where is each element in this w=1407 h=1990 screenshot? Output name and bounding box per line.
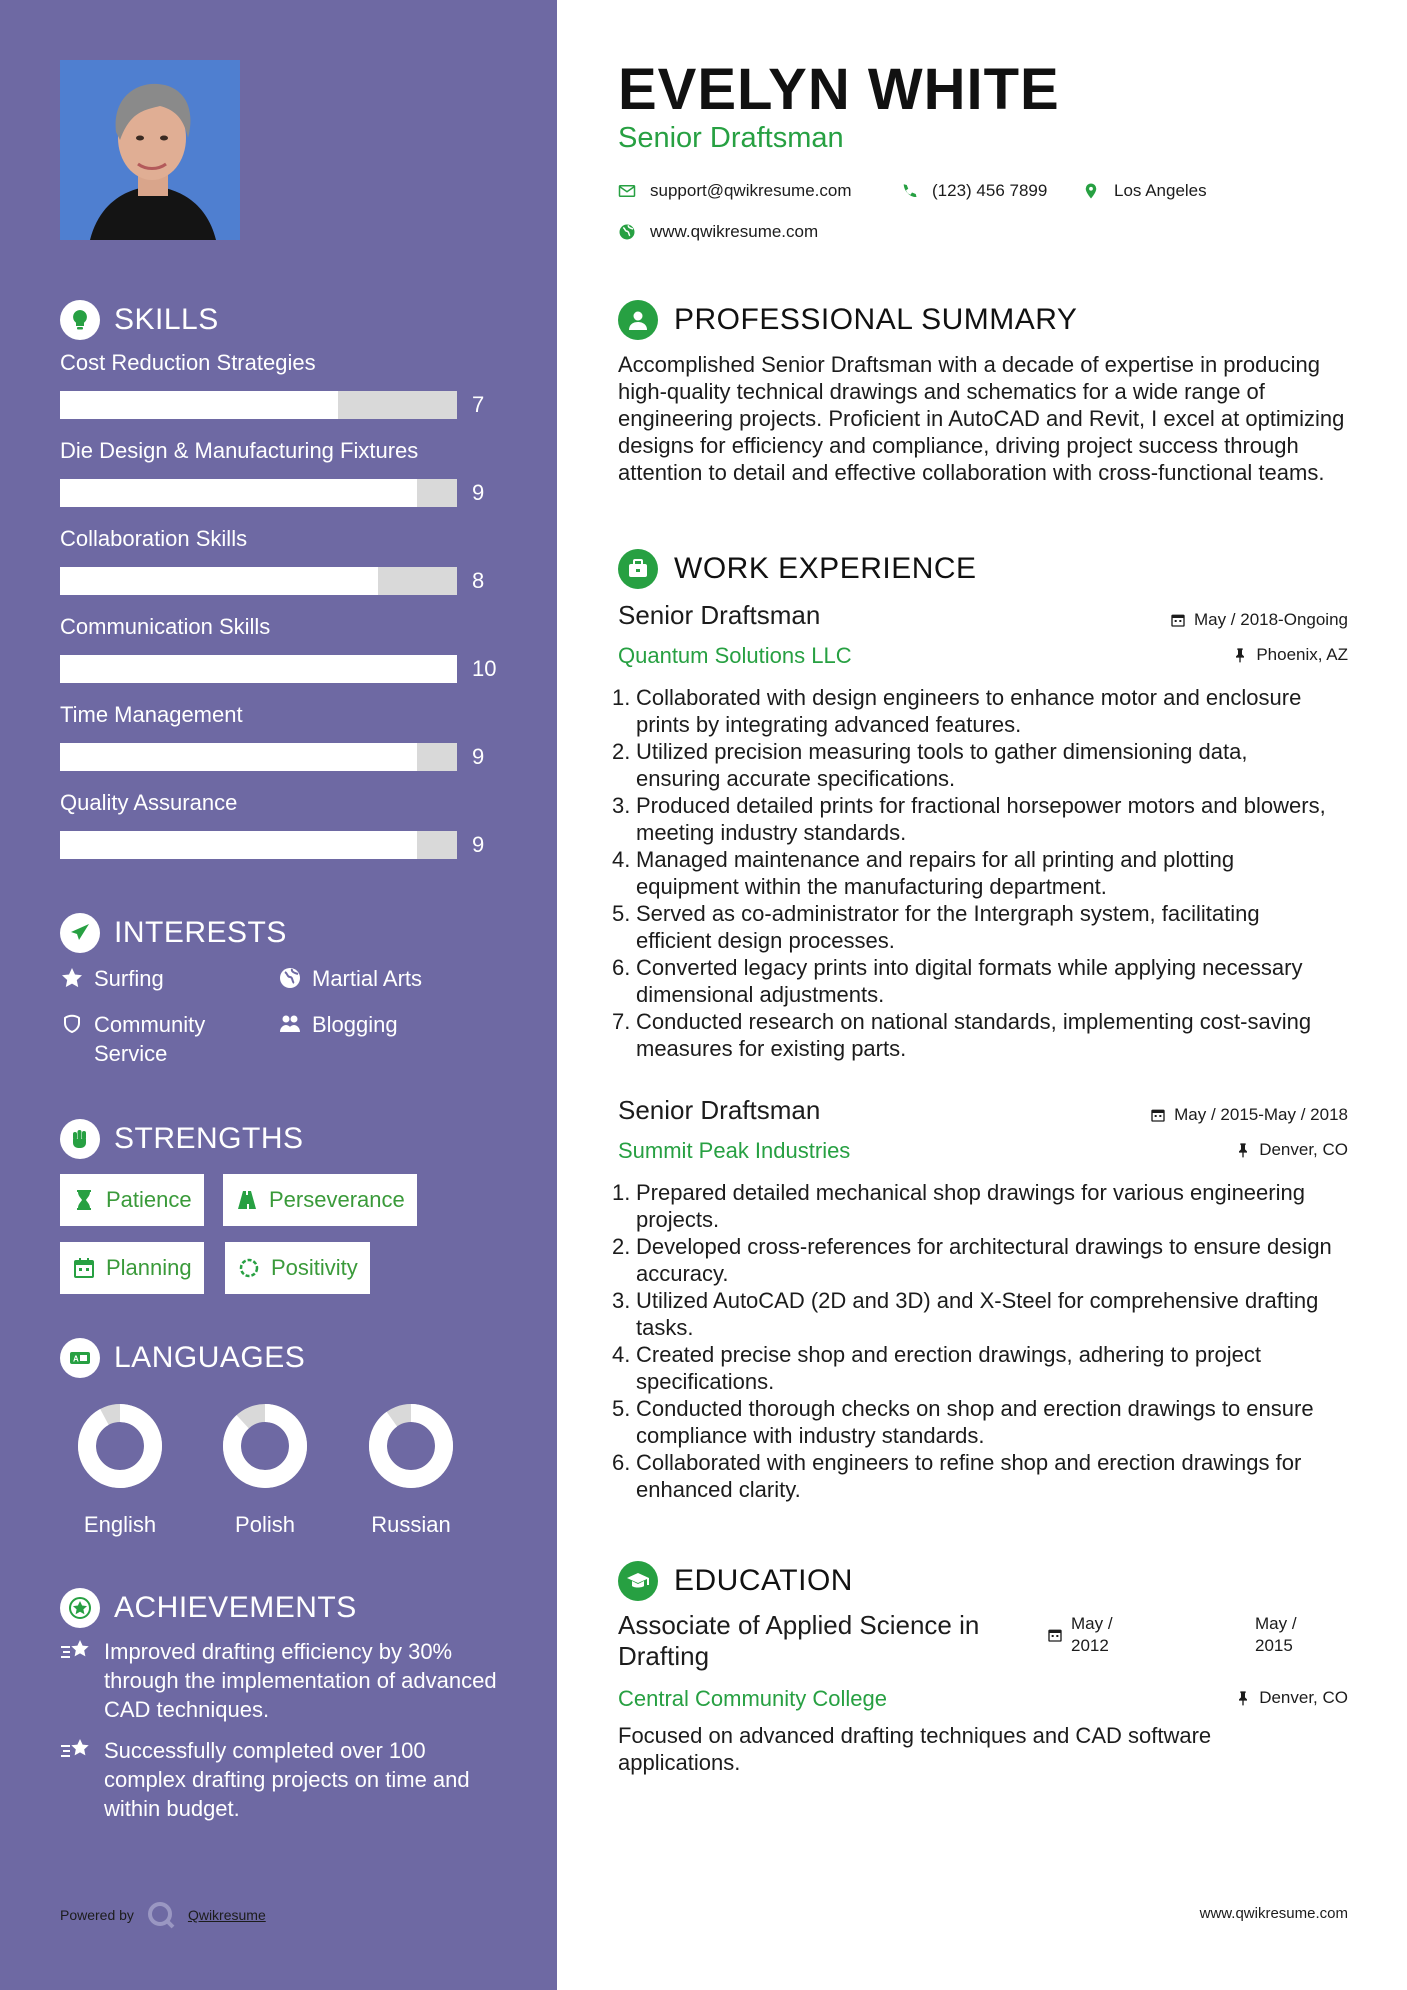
skill-bar-fill (60, 479, 417, 507)
duty-text: Prepared detailed mechanical shop drawings for various engineering projects. (636, 1180, 1305, 1232)
qwikresume-logo-icon (146, 1900, 176, 1930)
skill-score: 9 (472, 832, 485, 857)
skill-score: 9 (472, 480, 485, 505)
duty-text: Collaborated with engineers to refine shop and erection drawings for enhanced clarity. (636, 1450, 1302, 1502)
skills-heading-text: SKILLS (114, 303, 219, 336)
duty-item: 1. Collaborated with design engineers to enhance motor and enclosure prints by integrating advanced features. (612, 684, 1332, 738)
phone-text: (123) 456 7899 (932, 181, 1048, 200)
achievements-heading (60, 1588, 357, 1628)
strength-label: Patience (106, 1187, 192, 1212)
award-star-icon (60, 1588, 100, 1628)
duty-text: Collaborated with design engineers to enhance motor and enclosure prints by integrating advanced features. (636, 685, 1302, 737)
job-title: Senior Draftsman (618, 600, 821, 630)
website-text: www.qwikresume.com (650, 222, 819, 241)
duty-item: 6. Converted legacy prints into digital formats while applying necessary dimensional adjustments. (612, 954, 1332, 1008)
job-dates (1150, 1105, 1348, 1125)
candidate-role: Senior Draftsman (618, 122, 844, 154)
skill-name: Time Management (60, 702, 243, 727)
skill-score: 8 (472, 568, 485, 593)
hourglass-icon (72, 1188, 96, 1212)
experience-heading-text: WORK EXPERIENCE (674, 552, 977, 585)
achievement-text: Successfully completed over 100 complex drafting projects on time and within budget. (104, 1738, 470, 1821)
experience-heading (618, 549, 977, 589)
skill-bar (60, 391, 457, 419)
education-end-text: May / 2015 (1255, 1614, 1297, 1655)
education-start-date (1047, 1613, 1127, 1657)
duty-item: 3. Utilized AutoCAD (2D and 3D) and X-Steel for comprehensive drafting tasks. (612, 1287, 1332, 1341)
map-marker-icon (1082, 182, 1100, 200)
duty-text: Produced detailed prints for fractional horsepower motors and blowers, meeting industry standards. (636, 793, 1326, 845)
job-company: Summit Peak Industries (618, 1138, 851, 1163)
duty-text: Developed cross-references for architectural drawings to ensure design accuracy. (636, 1234, 1332, 1286)
profile-photo (60, 60, 240, 240)
calendar-icon (1047, 1627, 1063, 1643)
certificate-icon (60, 1012, 84, 1036)
strength-badge (60, 1174, 204, 1226)
phone-icon (900, 182, 918, 200)
globe-icon (278, 966, 302, 990)
qwikresume-link[interactable]: Qwikresume (187, 1907, 266, 1923)
fist-icon (60, 1119, 100, 1159)
language-name: Polish (235, 1512, 295, 1537)
education-location (1235, 1688, 1348, 1708)
powered-by (60, 1900, 266, 1930)
duty-text: Created precise shop and erection drawings, adhering to project specifications. (636, 1342, 1261, 1394)
duty-item: 5. Conducted thorough checks on shop and erection drawings to ensure compliance with industry standards. (612, 1395, 1332, 1449)
strength-badge (60, 1242, 204, 1294)
pushpin-icon (1235, 1690, 1251, 1706)
duty-item: 1. Prepared detailed mechanical shop drawings for various engineering projects. (612, 1179, 1332, 1233)
contact-email[interactable] (618, 181, 852, 201)
strength-label: Planning (106, 1255, 192, 1280)
interests-heading (60, 913, 287, 953)
duty-item: 2. Developed cross-references for architectural drawings to ensure design accuracy. (612, 1234, 1332, 1286)
calendar-icon (1150, 1107, 1166, 1123)
interests-heading-text: INTERESTS (114, 916, 287, 949)
user-icon (618, 300, 658, 340)
job-dates (1170, 610, 1348, 630)
interest-label: Surfing (94, 966, 164, 991)
duty-item: 4. Managed maintenance and repairs for all printing and plotting equipment within the manufacturing department. (612, 846, 1332, 900)
duty-text: Converted legacy prints into digital formats while applying necessary dimensional adjustments. (636, 955, 1303, 1007)
users-icon (278, 1012, 302, 1036)
circle-notch-icon (237, 1256, 261, 1280)
skill-bar (60, 479, 457, 507)
duty-text: Conducted research on national standards, implementing cost-saving measures for existing parts. (636, 1009, 1312, 1061)
star-icon (60, 966, 84, 990)
strengths-heading (60, 1119, 304, 1159)
duty-text: Served as co-administrator for the Intergraph system, facilitating efficient design processes. (636, 901, 1260, 953)
candidate-name: EVELYN WHITE (618, 57, 1060, 122)
sidebar (0, 0, 557, 1990)
svg-text:A: A (73, 1354, 79, 1364)
languages-heading (60, 1338, 305, 1378)
summary-heading-text: PROFESSIONAL SUMMARY (674, 303, 1078, 336)
email-text: support@qwikresume.com (650, 181, 852, 200)
job-dates-text: May / 2018-Ongoing (1193, 610, 1348, 629)
skill-name: Cost Reduction Strategies (60, 350, 316, 375)
graduation-cap-icon (618, 1561, 658, 1601)
duty-item: 7. Conducted research on national standards, implementing cost-saving measures for existing parts. (612, 1008, 1332, 1062)
language-item (60, 1402, 180, 1538)
job-duties (612, 1179, 1332, 1503)
pushpin-icon (1232, 647, 1248, 663)
job-location-text: Denver, CO (1259, 1140, 1348, 1159)
duty-item: 3. Produced detailed prints for fractional horsepower motors and blowers, meeting industry standards. (612, 792, 1332, 846)
languages-heading-text: LANGUAGES (114, 1341, 306, 1374)
education-start-text: May / 2012 (1071, 1614, 1113, 1655)
language-donut (367, 1402, 455, 1490)
duty-text: Managed maintenance and repairs for all printing and plotting equipment within the manufacturing department. (636, 847, 1235, 899)
skill-bar (60, 743, 457, 771)
interest-item (60, 1010, 240, 1068)
skill-bar (60, 831, 457, 859)
job-dates-text: May / 2015-May / 2018 (1174, 1105, 1348, 1124)
job-company: Quantum Solutions LLC (618, 643, 852, 668)
interest-item (60, 964, 164, 993)
job-location-text: Phoenix, AZ (1256, 645, 1348, 664)
briefcase-icon (618, 549, 658, 589)
powered-by-label: Powered by (60, 1907, 134, 1923)
lightbulb-icon (60, 300, 100, 340)
calendar-icon (72, 1256, 96, 1280)
skill-score: 10 (472, 656, 497, 681)
skill-bar (60, 655, 457, 683)
skill-score: 9 (472, 744, 485, 769)
job-location (1235, 1140, 1348, 1160)
duty-text: Utilized precision measuring tools to gather dimensioning data, ensuring accurate specifications. (636, 739, 1248, 791)
skills-heading (60, 300, 219, 340)
duty-item: 6. Collaborated with engineers to refine shop and erection drawings for enhanced clarity. (612, 1449, 1332, 1503)
job-location (1232, 645, 1348, 665)
skill-score: 7 (472, 392, 485, 417)
contact-phone[interactable] (900, 181, 1047, 201)
globe-icon (618, 223, 636, 241)
job-title: Senior Draftsman (618, 1095, 821, 1125)
contact-location (1082, 181, 1207, 201)
road-icon (235, 1188, 259, 1212)
language-name: Russian (371, 1512, 451, 1537)
duty-text: Utilized AutoCAD (2D and 3D) and X-Steel for comprehensive drafting tasks. (636, 1288, 1319, 1340)
interest-item (278, 1010, 398, 1039)
achievement-item (60, 1637, 500, 1724)
interest-label: Martial Arts (312, 966, 423, 991)
skill-bar-fill (60, 567, 378, 595)
shooting-star-icon (60, 1736, 94, 1770)
education-school: Central Community College (618, 1686, 887, 1711)
skill-bar (60, 567, 457, 595)
achievements-heading-text: ACHIEVEMENTS (114, 1591, 357, 1624)
interest-item (278, 964, 422, 993)
summary-text: Accomplished Senior Draftsman with a decade of expertise in producing high-quality technical drawings and schematics for a wide range of engineering projects. Proficient in AutoCAD and Revit, I excel at optimizing designs for efficiency and compliance, driving project success through attention to detail and effective collaboration with cross-functional teams. (618, 352, 1345, 485)
strength-badge (225, 1242, 370, 1294)
skill-bar-fill (60, 743, 417, 771)
job-duties (612, 684, 1332, 1062)
strengths-heading-text: STRENGTHS (114, 1122, 304, 1155)
duty-item: 5. Served as co-administrator for the Intergraph system, facilitating efficient design processes. (612, 900, 1332, 954)
language-donut (221, 1402, 309, 1490)
pushpin-icon (1235, 1142, 1251, 1158)
skill-name: Communication Skills (60, 614, 271, 639)
education-location-text: Denver, CO (1259, 1688, 1348, 1707)
skill-bar-fill (60, 391, 338, 419)
paper-plane-icon (60, 913, 100, 953)
summary-heading (618, 300, 1077, 340)
achievement-text: Improved drafting efficiency by 30% through the implementation of advanced CAD techniques. (104, 1639, 497, 1722)
duty-item: 2. Utilized precision measuring tools to gather dimensioning data, ensuring accurate specifications. (612, 738, 1332, 792)
education-heading (618, 1561, 853, 1601)
location-text: Los Angeles (1114, 181, 1207, 200)
education-end-date (1255, 1613, 1311, 1657)
language-item (205, 1402, 325, 1538)
shooting-star-icon (60, 1637, 94, 1671)
language-item (351, 1402, 471, 1538)
language-icon (60, 1338, 100, 1378)
envelope-icon (618, 182, 636, 200)
education-degree: Associate of Applied Science in Drafting (618, 1610, 980, 1671)
skill-bar-fill (60, 831, 417, 859)
duty-text: Conducted thorough checks on shop and erection drawings to ensure compliance with industry standards. (636, 1396, 1314, 1448)
achievement-item (60, 1736, 500, 1823)
education-heading-text: EDUCATION (674, 1564, 853, 1597)
education-description: Focused on advanced drafting techniques and CAD software applications. (618, 1723, 1212, 1775)
skill-name: Die Design & Manufacturing Fixtures (60, 438, 419, 463)
interest-label: Community Service (94, 1012, 206, 1066)
interest-label: Blogging (312, 1012, 398, 1037)
skill-name: Collaboration Skills (60, 526, 248, 551)
language-donut (76, 1402, 164, 1490)
language-name: English (83, 1512, 157, 1537)
strength-label: Positivity (271, 1255, 358, 1280)
skill-bar-fill (60, 655, 457, 683)
calendar-icon (1170, 612, 1186, 628)
skill-name: Quality Assurance (60, 790, 238, 815)
strength-label: Perseverance (269, 1187, 405, 1212)
strength-badge (223, 1174, 417, 1226)
contact-website[interactable] (618, 222, 818, 242)
footer-website[interactable]: www.qwikresume.com (1199, 1905, 1348, 1922)
duty-item: 4. Created precise shop and erection drawings, adhering to project specifications. (612, 1341, 1332, 1395)
